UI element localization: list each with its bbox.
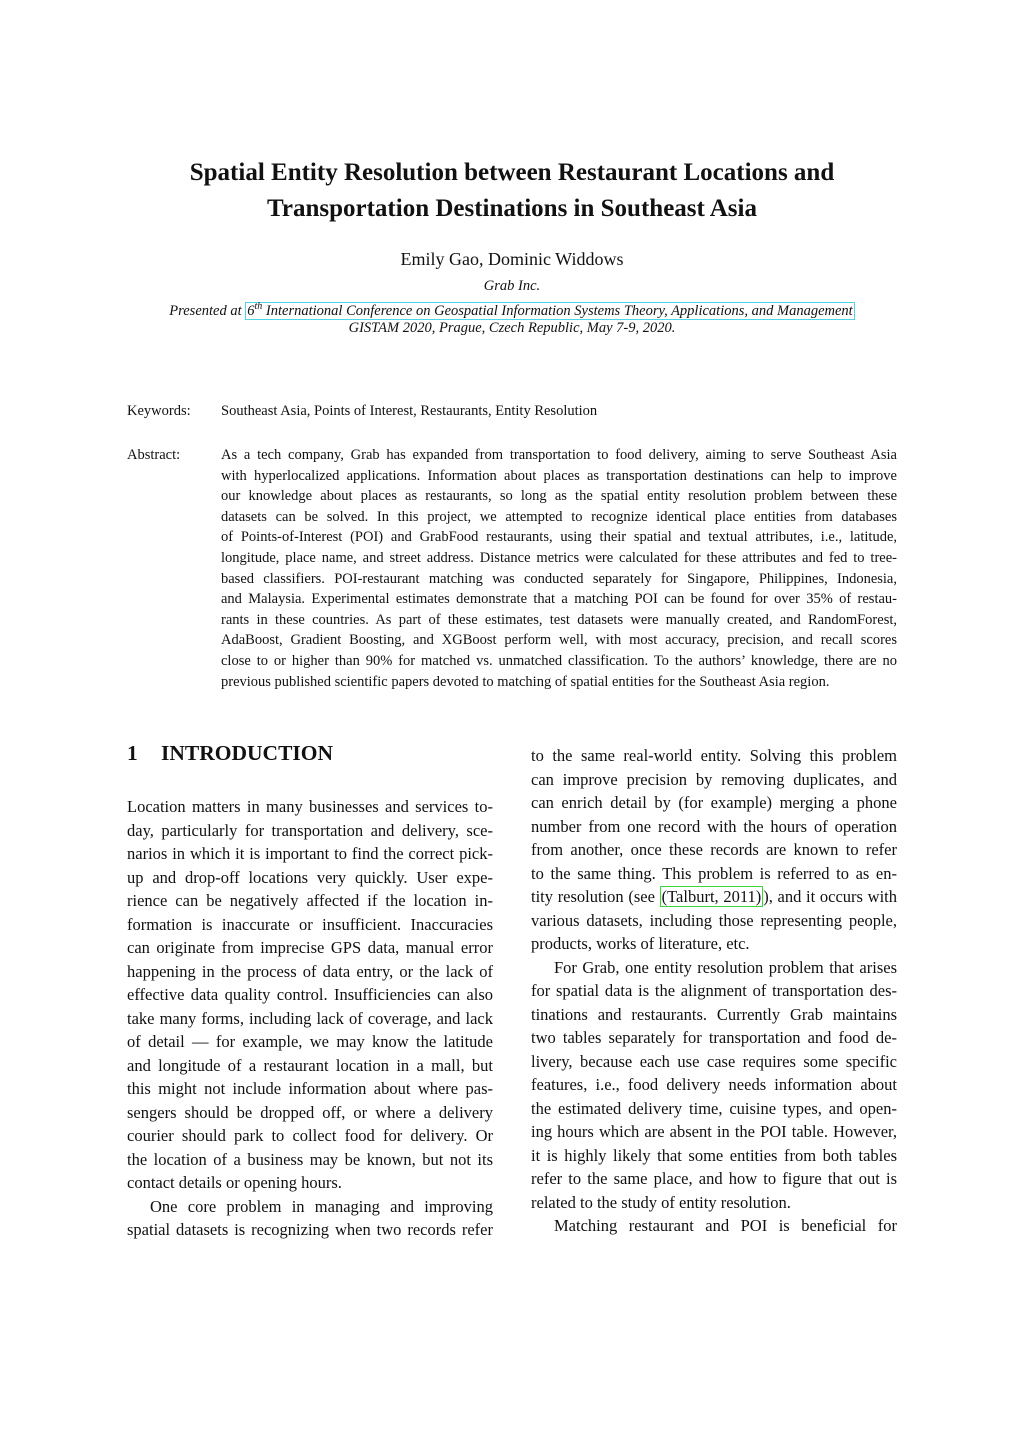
body-line: Location matters in many businesses and services to-	[127, 797, 493, 816]
body-line: features, i.e., food delivery needs information about	[531, 1075, 897, 1094]
body-line: For Grab, one entity resolution problem that arises	[554, 957, 897, 977]
body-line: to the same thing. This problem is referred to as en-	[531, 863, 897, 883]
paper-title	[120, 155, 904, 227]
venue-line: GISTAM 2020, Prague, Czech Republic, May 7-9, 2020.	[348, 320, 676, 336]
body-line: can originate from imprecise GPS data, manual error	[127, 938, 493, 957]
abstract-line: longitude, place name, and street address. Distance metrics were calculated for these attributes and fed to tree-	[221, 549, 897, 566]
abstract-line: based classifiers. POI-restaurant matching was conducted separately for Singapore, Philippines, Indonesia,	[221, 570, 897, 587]
abstract-line: datasets can be solved. In this project, we attempted to recognize identical place entities from databases	[221, 508, 897, 525]
body-line: sengers should be dropped off, or where a delivery	[127, 1102, 493, 1122]
body-line: up and drop-off locations very quickly. User expe-	[127, 867, 493, 887]
affiliation: Grab Inc.	[483, 278, 541, 294]
body-line: related to the study of entity resolution.	[531, 1192, 791, 1212]
abstract-line: As a tech company, Grab has expanded from transportation to food delivery, aiming to serve Southeast Asia	[221, 447, 897, 463]
body-line: happening in the process of data entry, or the lack of	[127, 961, 493, 981]
section-number: 1	[127, 741, 138, 765]
abstract-line: of Points-of-Interest (POI) and GrabFood restaurants, using their spatial and textual attributes, i.e., latitude,	[221, 529, 897, 546]
conference-name: International Conference on Geospatial Information Systems Theory, Applications, and Management	[262, 302, 853, 319]
section-title: INTRODUCTION	[161, 741, 334, 765]
cite-before: tity resolution (see	[531, 887, 660, 906]
body-line: contact details or opening hours.	[127, 1173, 342, 1192]
body-line: refer to the same place, and how to figure that out is	[531, 1169, 897, 1188]
body-line: tinations and restaurants. Currently Grab maintains	[531, 1004, 897, 1024]
abstract-label: Abstract:	[127, 447, 181, 463]
abstract-line: previous published scientific papers devoted to matching of spatial entities for the Southeast Asia region.	[221, 673, 830, 690]
body-line: formation is inaccurate or insufficient. Inaccuracies	[127, 914, 493, 934]
body-line: spatial datasets is recognizing when two records refer	[127, 1220, 493, 1239]
body-line: effective data quality control. Insufficiencies can also	[127, 985, 493, 1004]
body-line: One core problem in managing and improving	[150, 1196, 493, 1216]
body-line: can enrich detail by (for example) merging a phone	[531, 793, 897, 812]
presented-prefix: Presented at	[169, 302, 246, 319]
body-line: for spatial data is the alignment of transportation des-	[531, 981, 897, 1000]
author-list: Emily Gao, Dominic Widdows	[400, 249, 624, 269]
cite-after: ), and it occurs with	[763, 887, 897, 906]
body-line: it is highly likely that some entities from both tables	[531, 1145, 897, 1165]
body-line: livery, because each use case requires some specific	[531, 1051, 897, 1071]
title-line-1: Spatial Entity Resolution between Restaurant Locations and	[189, 159, 835, 186]
body-line: day, particularly for transportation and delivery, sce-	[127, 820, 493, 840]
keywords-label: Keywords:	[127, 403, 191, 419]
body-line: various datasets, including those representing people,	[531, 910, 897, 930]
body-line: and longitude of a restaurant location in a mall, but	[127, 1055, 493, 1075]
body-line: to the same real-world entity. Solving this problem	[531, 746, 897, 765]
body-line: the location of a business may be known, but not its	[127, 1149, 493, 1169]
keywords-text: Southeast Asia, Points of Interest, Restaurants, Entity Resolution	[221, 403, 598, 419]
conference-ordinal: 6	[247, 302, 255, 319]
body-line: courier should park to collect food for delivery. Or	[127, 1126, 493, 1145]
abstract-line: and Malaysia. Experimental estimates demonstrate that a matching POI can be found for over 35% of restau-	[221, 591, 897, 608]
body-line: this might not include information about where pas-	[127, 1079, 493, 1098]
abstract-line: close to or higher than 90% for matched vs. unmatched classification. To the authors’ knowledge, there are no	[221, 652, 897, 669]
body-line: can improve precision by removing duplicates, and	[531, 769, 897, 789]
body-line: of detail — for example, we may know the latitude	[127, 1032, 493, 1051]
title-line-2: Transportation Destinations in Southeast Asia	[267, 195, 757, 222]
body-line: two tables separately for transportation and food de-	[531, 1028, 897, 1047]
abstract-line: with hyperlocalized applications. Information about places as transportation destinations can help to improve	[221, 467, 897, 484]
citation-link[interactable]: (Talburt, 2011)	[661, 887, 762, 906]
abstract-line: AdaBoost, Gradient Boosting, and XGBoost perform well, with most accuracy, precision, and recall scores	[221, 632, 897, 649]
body-line: take many forms, including lack of coverage, and lack	[127, 1008, 493, 1028]
conference-ordinal-suffix: th	[254, 301, 263, 312]
right-column-text	[531, 744, 897, 1238]
body-line: products, works of literature, etc.	[531, 934, 750, 953]
abstract-line: our knowledge about places as restaurants, so long as the spatial entity resolution problem between these	[221, 488, 897, 505]
body-line: narios in which it is important to find the correct pick-	[127, 844, 493, 863]
abstract-line: rants in these countries. As part of these estimates, test datasets were manually created, and RandomForest,	[221, 611, 897, 628]
body-line: ing hours which are absent in the POI table. However,	[531, 1122, 897, 1141]
abstract-body	[221, 445, 897, 692]
left-column-text	[127, 795, 493, 1242]
body-line: from another, once these records are known to refer	[531, 840, 897, 859]
body-line: number from one record with the hours of operation	[531, 816, 897, 836]
body-line: Matching restaurant and POI is beneficial for	[554, 1216, 897, 1235]
body-line: the estimated delivery time, cuisine types, and open-	[531, 1098, 897, 1118]
body-line-citation	[531, 885, 897, 909]
body-line: rience can be negatively affected if the location in-	[127, 891, 493, 910]
section-heading	[127, 738, 333, 768]
